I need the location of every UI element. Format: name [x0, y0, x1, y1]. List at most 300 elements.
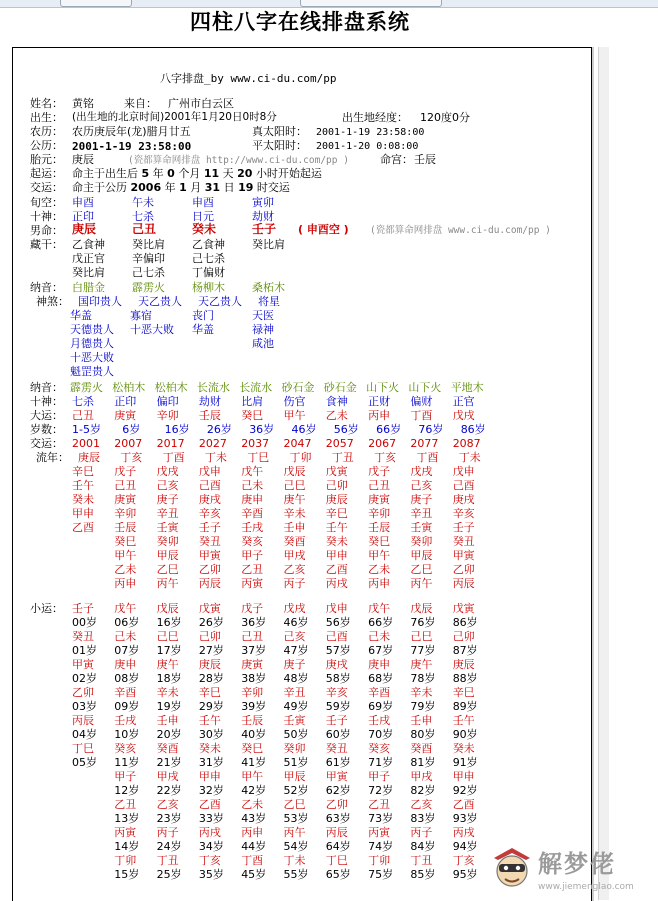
xiaoyun-ganzhi-cell: 甲戌 [156, 770, 179, 783]
dayun-shishen-cell: 正财 [368, 395, 391, 408]
shensha-cell: 十恶大败 [130, 323, 174, 336]
minggong-label: 命宫： [380, 153, 413, 166]
xiaoyun-age-cell: 28岁 [198, 672, 224, 685]
xiaoyun-age-cell: 54岁 [283, 840, 309, 853]
liunian-cell: 丁酉 [162, 451, 185, 464]
liunian-cell: 癸卯 [410, 535, 433, 548]
xiaoyun-ganzhi-cell: 壬辰 [241, 714, 264, 727]
qiyun-label: 起运： [30, 167, 63, 180]
xiaoyun-age-cell: 91岁 [452, 756, 478, 769]
xiaoyun-ganzhi-cell: 甲午 [241, 770, 264, 783]
xiaoyun-ganzhi-cell: 甲寅 [72, 658, 94, 671]
xiaoyun-age-cell: 85岁 [410, 868, 436, 881]
liunian-cell: 庚戌 [452, 493, 475, 506]
nayin-cell: 桑柘木 [252, 281, 285, 294]
liunian-cell: 辛巳 [72, 465, 94, 478]
xiaoyun-ganzhi-cell: 辛巳 [198, 686, 221, 699]
xiaoyun-age-cell: 37岁 [241, 644, 267, 657]
xiaoyun-age-cell: 34岁 [198, 840, 224, 853]
taiyuan-value: 庚辰 [72, 153, 94, 166]
xiaoyun-ganzhi-cell: 庚辰 [452, 658, 475, 671]
liunian-cell: 戊申 [452, 465, 475, 478]
liunian-cell: 庚寅 [368, 493, 391, 506]
xiaoyun-age-cell: 04岁 [72, 728, 97, 741]
xiaoyun-age-cell: 63岁 [325, 812, 351, 825]
pillar-day: 癸未 [192, 222, 217, 236]
dayun-year-cell: 2027 [198, 437, 227, 450]
xiaoyun-ganzhi-cell: 丁亥 [198, 854, 221, 867]
liunian-cell: 戊子 [368, 465, 391, 478]
dayun-age-cell: 86岁 [460, 423, 486, 436]
shensha-cell: 丧门 [192, 309, 214, 322]
xiaoyun-ganzhi-cell: 壬戌 [368, 714, 391, 727]
xiaoyun-age-cell: 03岁 [72, 700, 97, 713]
xiaoyun-ganzhi-cell: 壬子 [72, 602, 94, 615]
liunian-cell: 己卯 [325, 479, 348, 492]
xiaoyun-ganzhi-cell: 乙卯 [72, 686, 94, 699]
scrollbar[interactable] [598, 47, 609, 900]
xiaoyun-age-cell: 70岁 [368, 728, 394, 741]
xiaoyun-ganzhi-cell: 丙子 [156, 826, 179, 839]
liunian-cell: 壬寅 [156, 521, 179, 534]
liunian-cell: 壬寅 [410, 521, 433, 534]
dayun-nayin-cell: 松柏木 [112, 381, 146, 394]
dayun-shishen-cell: 伤官 [283, 395, 306, 408]
xiaoyun-age-cell: 16岁 [156, 616, 182, 629]
xiaoyun-ganzhi-cell: 己巳 [410, 630, 433, 643]
xiaoyun-age-cell: 47岁 [283, 644, 309, 657]
liunian-cell: 丁丑 [331, 451, 354, 464]
liunian-cell: 甲午 [368, 549, 391, 562]
liunian-cell: 己酉 [452, 479, 475, 492]
xiaoyun-age-cell: 51岁 [283, 756, 309, 769]
xiaoyun-ganzhi-cell: 丁未 [283, 854, 306, 867]
liunian-cell: 乙卯 [198, 563, 221, 576]
xiaoyun-ganzhi-cell: 丙戌 [198, 826, 221, 839]
xiaoyun-ganzhi-cell: 庚申 [368, 658, 391, 671]
xiaoyun-ganzhi-cell: 丙戌 [452, 826, 475, 839]
shensha-cell: 寡宿 [130, 309, 152, 322]
taiyuan-label: 胎元： [30, 153, 63, 166]
liunian-cell: 壬辰 [114, 521, 137, 534]
dayun-ganzhi-cell: 甲午 [283, 409, 306, 422]
xiaoyun-age-cell: 33岁 [198, 812, 224, 825]
liunian-cell: 甲午 [114, 549, 137, 562]
xiaoyun-age-cell: 94岁 [452, 840, 478, 853]
xiaoyun-age-cell: 95岁 [452, 868, 478, 881]
xiaoyun-ganzhi-cell: 丁巳 [72, 742, 94, 755]
liunian-cell: 甲寅 [198, 549, 221, 562]
dayun-age-cell: 36岁 [249, 423, 275, 436]
xiaoyun-ganzhi-cell: 丙辰 [325, 826, 348, 839]
site-note: (瓷都算命网排盘 www.ci-du.com/pp ) [370, 225, 551, 236]
xiaoyun-age-cell: 36岁 [241, 616, 267, 629]
xiaoyun-age-cell: 31岁 [198, 756, 224, 769]
liunian-cell: 庚寅 [114, 493, 137, 506]
liunian-cell: 乙酉 [72, 521, 94, 534]
xunkong-cell: 午未 [132, 196, 154, 209]
dayun-ganzhi-cell: 壬辰 [198, 409, 221, 422]
liunian-cell: 甲寅 [452, 549, 475, 562]
xiaoyun-age-cell: 52岁 [283, 784, 309, 797]
xiaoyun-label: 小运： [30, 602, 63, 615]
xiaoyun-age-cell: 58岁 [325, 672, 351, 685]
nayin-cell: 杨柳木 [192, 281, 225, 294]
liunian-cell: 癸丑 [452, 535, 475, 548]
xiaoyun-age-cell: 40岁 [241, 728, 267, 741]
xiaoyun-age-cell: 74岁 [368, 840, 394, 853]
dayun-nayin-cell: 长流水 [196, 381, 230, 394]
dayun-age-cell: 1-5岁 [72, 423, 101, 436]
liunian-cell: 庚午 [283, 493, 306, 506]
dayun-age-cell: 6岁 [122, 423, 141, 436]
dayun-age-cell: 76岁 [418, 423, 444, 436]
name-label: 姓名： [30, 97, 63, 110]
xiaoyun-ganzhi-cell: 乙酉 [452, 798, 475, 811]
canggan-cell: 丁偏财 [192, 266, 225, 279]
xiaoyun-ganzhi-cell: 乙巳 [283, 798, 306, 811]
xiaoyun-age-cell: 25岁 [156, 868, 182, 881]
shensha-cell: 咸池 [252, 337, 274, 350]
canggan-cell: 乙食神 [72, 238, 105, 251]
dayun-age-label: 岁数： [30, 423, 63, 436]
shensha-cell: 禄神 [252, 323, 274, 336]
xiaoyun-ganzhi-cell: 癸未 [198, 742, 221, 755]
solar-value: 2001-1-19 23:58:00 [72, 140, 192, 153]
xiaoyun-age-cell: 30岁 [198, 728, 224, 741]
dayun-year-cell: 2007 [114, 437, 143, 450]
liunian-cell: 壬申 [283, 521, 306, 534]
xiaoyun-ganzhi-cell: 丁酉 [241, 854, 264, 867]
xiaoyun-ganzhi-cell: 戊寅 [452, 602, 475, 615]
xiaoyun-age-cell: 42岁 [241, 784, 267, 797]
xiaoyun-ganzhi-cell: 癸丑 [72, 630, 94, 643]
liunian-cell: 丙午 [156, 577, 179, 590]
xiaoyun-age-cell: 90岁 [452, 728, 478, 741]
liunian-cell: 辛亥 [452, 507, 475, 520]
xiaoyun-ganzhi-cell: 丙申 [241, 826, 264, 839]
xiaoyun-age-cell: 50岁 [283, 728, 309, 741]
liunian-cell: 庚辰 [78, 451, 100, 464]
dayun-shishen-label: 十神： [30, 395, 63, 408]
liunian-cell: 壬子 [198, 521, 221, 534]
dayun-shishen-cell: 食神 [325, 395, 348, 408]
xiaoyun-age-cell: 60岁 [325, 728, 351, 741]
pillar-hour: 壬子 [252, 222, 277, 236]
liunian-cell: 丁巳 [247, 451, 270, 464]
xiaoyun-ganzhi-cell: 癸酉 [410, 742, 433, 755]
shensha-cell: 天乙贵人 [138, 295, 182, 308]
shensha-cell: 天医 [252, 309, 274, 322]
xiaoyun-age-cell: 49岁 [283, 700, 309, 713]
xiaoyun-ganzhi-cell: 乙亥 [156, 798, 179, 811]
liunian-cell: 辛卯 [114, 507, 137, 520]
liunian-cell: 己未 [241, 479, 264, 492]
dayun-shishen-cell: 七杀 [72, 395, 94, 408]
liunian-cell: 癸巳 [114, 535, 137, 548]
liunian-cell: 辛亥 [198, 507, 221, 520]
liunian-cell: 乙巳 [410, 563, 433, 576]
xiaoyun-ganzhi-cell: 辛丑 [283, 686, 306, 699]
xiaoyun-age-cell: 89岁 [452, 700, 478, 713]
xiaoyun-ganzhi-cell: 壬申 [410, 714, 433, 727]
liunian-cell: 乙丑 [241, 563, 264, 576]
dayun-ganzhi-cell: 丙申 [368, 409, 391, 422]
xiaoyun-age-cell: 62岁 [325, 784, 351, 797]
xiaoyun-age-cell: 57岁 [325, 644, 351, 657]
liunian-cell: 庚子 [156, 493, 179, 506]
dayun-shishen-cell: 劫财 [198, 395, 221, 408]
shensha-cell: 国印贵人 [78, 295, 122, 308]
nayin-cell: 霹雳火 [132, 281, 165, 294]
xiaoyun-ganzhi-cell: 癸亥 [114, 742, 137, 755]
liunian-cell: 乙酉 [325, 563, 348, 576]
liunian-cell: 己亥 [410, 479, 433, 492]
xiaoyun-age-cell: 17岁 [156, 644, 182, 657]
canggan-cell: 己七杀 [192, 252, 225, 265]
shensha-cell: 十恶大败 [70, 351, 114, 364]
xiaoyun-ganzhi-cell: 壬午 [452, 714, 475, 727]
shishen-label: 十神： [30, 210, 63, 223]
xiaoyun-age-cell: 11岁 [114, 756, 140, 769]
shishen-cell: 日元 [192, 210, 214, 223]
dayun-nayin-cell: 松柏木 [154, 381, 188, 394]
shishen-cell: 劫财 [252, 210, 274, 223]
xiaoyun-age-cell: 76岁 [410, 616, 436, 629]
liunian-cell: 壬子 [452, 521, 475, 534]
xiaoyun-ganzhi-cell: 癸卯 [283, 742, 306, 755]
liunian-cell: 癸丑 [198, 535, 221, 548]
dayun-year-cell: 2047 [283, 437, 312, 450]
liunian-cell: 戊寅 [325, 465, 348, 478]
xiaoyun-ganzhi-cell: 丙辰 [72, 714, 94, 727]
dayun-ganzhi-cell: 乙未 [325, 409, 348, 422]
xiaoyun-ganzhi-cell: 己未 [114, 630, 137, 643]
liunian-cell: 戊辰 [283, 465, 306, 478]
liunian-cell: 丙辰 [452, 577, 475, 590]
xiaoyun-age-cell: 83岁 [410, 812, 436, 825]
liunian-cell: 甲申 [325, 549, 348, 562]
dayun-year-cell: 2067 [368, 437, 397, 450]
longitude-value: 120度0分 [420, 111, 470, 124]
xiaoyun-ganzhi-cell: 癸亥 [368, 742, 391, 755]
xiaoyun-ganzhi-cell: 丙午 [283, 826, 306, 839]
shensha-cell: 天德贵人 [70, 323, 114, 336]
xiaoyun-age-cell: 00岁 [72, 616, 97, 629]
xiaoyun-age-cell: 44岁 [241, 840, 267, 853]
xiaoyun-ganzhi-cell: 丙寅 [368, 826, 391, 839]
from-label: 来自： [124, 97, 157, 110]
liunian-cell: 庚子 [410, 493, 433, 506]
dayun-label: 大运： [30, 409, 63, 422]
xiaoyun-age-cell: 23岁 [156, 812, 182, 825]
liunian-cell: 癸未 [72, 493, 94, 506]
xiaoyun-age-cell: 27岁 [198, 644, 224, 657]
xiaoyun-ganzhi-cell: 丁卯 [114, 854, 137, 867]
xiaoyun-age-cell: 67岁 [368, 644, 394, 657]
liunian-cell: 庚辰 [325, 493, 348, 506]
xiaoyun-age-cell: 24岁 [156, 840, 182, 853]
xiaoyun-ganzhi-cell: 丙子 [410, 826, 433, 839]
xiaoyun-ganzhi-cell: 戊戌 [283, 602, 306, 615]
liunian-cell: 乙未 [368, 563, 391, 576]
xiaoyun-ganzhi-cell: 辛卯 [241, 686, 264, 699]
canggan-cell: 癸比肩 [252, 238, 285, 251]
xiaoyun-ganzhi-cell: 甲子 [368, 770, 391, 783]
watermark-brand: 解梦佬 [538, 850, 616, 878]
liunian-cell: 丁未 [458, 451, 481, 464]
liunian-cell: 辛卯 [368, 507, 391, 520]
xiaoyun-ganzhi-cell: 丁丑 [410, 854, 433, 867]
dayun-age-cell: 46岁 [291, 423, 317, 436]
xiaoyun-ganzhi-cell: 戊午 [114, 602, 137, 615]
xiaoyun-age-cell: 12岁 [114, 784, 140, 797]
xiaoyun-age-cell: 46岁 [283, 616, 309, 629]
jiaoyun-label: 交运： [30, 181, 63, 194]
liunian-cell: 辛丑 [156, 507, 179, 520]
liunian-cell: 辛酉 [241, 507, 264, 520]
liunian-cell: 丁亥 [120, 451, 143, 464]
liunian-cell: 庚戌 [198, 493, 221, 506]
liunian-cell: 乙卯 [452, 563, 475, 576]
liunian-cell: 己丑 [114, 479, 137, 492]
xiaoyun-ganzhi-cell: 己卯 [452, 630, 475, 643]
xiaoyun-ganzhi-cell: 辛未 [156, 686, 179, 699]
liunian-cell: 辛丑 [410, 507, 433, 520]
liunian-cell: 辛未 [283, 507, 306, 520]
xiaoyun-age-cell: 08岁 [114, 672, 140, 685]
liunian-cell: 丙午 [410, 577, 433, 590]
dayun-age-cell: 26岁 [206, 423, 232, 436]
xiaoyun-age-cell: 29岁 [198, 700, 224, 713]
minggong-value: 壬辰 [414, 153, 436, 166]
xiaoyun-age-cell: 39岁 [241, 700, 267, 713]
liunian-cell: 乙亥 [283, 563, 306, 576]
lunar-value: 农历庚辰年(龙)腊月廿五 [72, 125, 191, 138]
dayun-nayin-label: 纳音： [30, 381, 63, 394]
liunian-cell: 壬午 [72, 479, 94, 492]
xiaoyun-age-cell: 41岁 [241, 756, 267, 769]
dayun-year-cell: 2001 [72, 437, 100, 450]
xiaoyun-ganzhi-cell: 乙丑 [368, 798, 391, 811]
nanming-label: 男命： [30, 224, 63, 237]
qiyun-text: 命主于出生后 5 年 0 个月 11 天 20 小时开始起运 [72, 167, 322, 180]
dayun-ganzhi-cell: 辛卯 [156, 409, 179, 422]
liunian-cell: 戊子 [114, 465, 137, 478]
xiaoyun-age-cell: 71岁 [368, 756, 394, 769]
xiaoyun-ganzhi-cell: 己亥 [283, 630, 306, 643]
liunian-cell: 癸巳 [368, 535, 391, 548]
liunian-cell: 壬戌 [241, 521, 264, 534]
xiaoyun-age-cell: 48岁 [283, 672, 309, 685]
xiaoyun-age-cell: 77岁 [410, 644, 436, 657]
dayun-shishen-cell: 正官 [452, 395, 475, 408]
liunian-cell: 壬辰 [368, 521, 391, 534]
liunian-cell: 丙辰 [198, 577, 221, 590]
liunian-cell: 癸未 [325, 535, 348, 548]
xiaoyun-ganzhi-cell: 丁亥 [452, 854, 475, 867]
xiaoyun-age-cell: 26岁 [198, 616, 224, 629]
liunian-cell: 丁酉 [416, 451, 439, 464]
liunian-cell: 丙申 [368, 577, 391, 590]
xiaoyun-ganzhi-cell: 己丑 [241, 630, 264, 643]
liunian-cell: 丁亥 [374, 451, 397, 464]
watermark-url: www.jiemenglao.com [538, 882, 634, 892]
dayun-year-cell: 2077 [410, 437, 439, 450]
liunian-cell: 己巳 [283, 479, 306, 492]
liunian-cell: 丁卯 [289, 451, 312, 464]
xiaoyun-age-cell: 68岁 [368, 672, 394, 685]
liunian-cell: 癸卯 [156, 535, 179, 548]
xiaoyun-age-cell: 79岁 [410, 700, 436, 713]
dayun-ganzhi-cell: 癸巳 [241, 409, 264, 422]
xiaoyun-ganzhi-cell: 丙寅 [114, 826, 137, 839]
kongwang-note: ( 申酉空 ) [298, 223, 349, 236]
dayun-nayin-cell: 砂石金 [323, 381, 357, 394]
xiaoyun-age-cell: 82岁 [410, 784, 436, 797]
xiaoyun-age-cell: 43岁 [241, 812, 267, 825]
canggan-cell: 己七杀 [132, 266, 165, 279]
liunian-cell: 甲辰 [156, 549, 179, 562]
xiaoyun-age-cell: 07岁 [114, 644, 140, 657]
xiaoyun-ganzhi-cell: 甲申 [452, 770, 475, 783]
liunian-cell: 戊戌 [156, 465, 179, 478]
xiaoyun-ganzhi-cell: 丁卯 [368, 854, 391, 867]
xiaoyun-ganzhi-cell: 癸酉 [156, 742, 179, 755]
shensha-cell: 魁罡贵人 [70, 365, 114, 378]
xiaoyun-age-cell: 02岁 [72, 672, 97, 685]
xiaoyun-age-cell: 53岁 [283, 812, 309, 825]
true-solar-value: 2001-1-19 23:58:00 [316, 127, 425, 138]
xiaoyun-age-cell: 80岁 [410, 728, 436, 741]
liunian-cell: 戊午 [241, 465, 264, 478]
liunian-cell: 丙申 [114, 577, 137, 590]
dayun-nayin-cell: 平地木 [450, 381, 484, 394]
xiaoyun-age-cell: 15岁 [114, 868, 140, 881]
xiaoyun-ganzhi-cell: 癸未 [452, 742, 475, 755]
xiaoyun-age-cell: 22岁 [156, 784, 182, 797]
xiaoyun-age-cell: 78岁 [410, 672, 436, 685]
canggan-cell: 辛偏印 [132, 252, 165, 265]
xiaoyun-age-cell: 19岁 [156, 700, 182, 713]
dayun-year-cell: 2037 [241, 437, 270, 450]
liunian-cell: 己丑 [368, 479, 391, 492]
name-value: 黄铭 [72, 97, 94, 110]
sheet-title: 八字排盘_by www.ci-du.com/pp [160, 72, 337, 85]
xiaoyun-ganzhi-cell: 戊辰 [410, 602, 433, 615]
shensha-label: 神煞： [36, 295, 69, 308]
xiaoyun-age-cell: 45岁 [241, 868, 267, 881]
liunian-cell: 甲子 [241, 549, 264, 562]
dayun-nayin-cell: 霹雳火 [70, 381, 103, 394]
mean-solar-value: 2001-1-20 0:08:00 [316, 141, 419, 152]
xiaoyun-age-cell: 72岁 [368, 784, 394, 797]
mean-solar-label: 平太阳时： [252, 139, 307, 152]
canggan-label: 藏干： [30, 238, 63, 251]
true-solar-label: 真太阳时： [252, 125, 307, 138]
masked-face-icon [488, 844, 536, 892]
nayin-label: 纳音： [30, 281, 63, 294]
pillar-year: 庚辰 [72, 222, 97, 236]
xunkong-label: 旬空： [30, 196, 63, 209]
xiaoyun-ganzhi-cell: 辛酉 [368, 686, 391, 699]
xiaoyun-ganzhi-cell: 辛亥 [325, 686, 348, 699]
xiaoyun-ganzhi-cell: 戊子 [241, 602, 264, 615]
xiaoyun-age-cell: 86岁 [452, 616, 478, 629]
canggan-cell: 癸比肩 [72, 266, 105, 279]
xiaoyun-age-cell: 81岁 [410, 756, 436, 769]
xiaoyun-age-cell: 56岁 [325, 616, 351, 629]
